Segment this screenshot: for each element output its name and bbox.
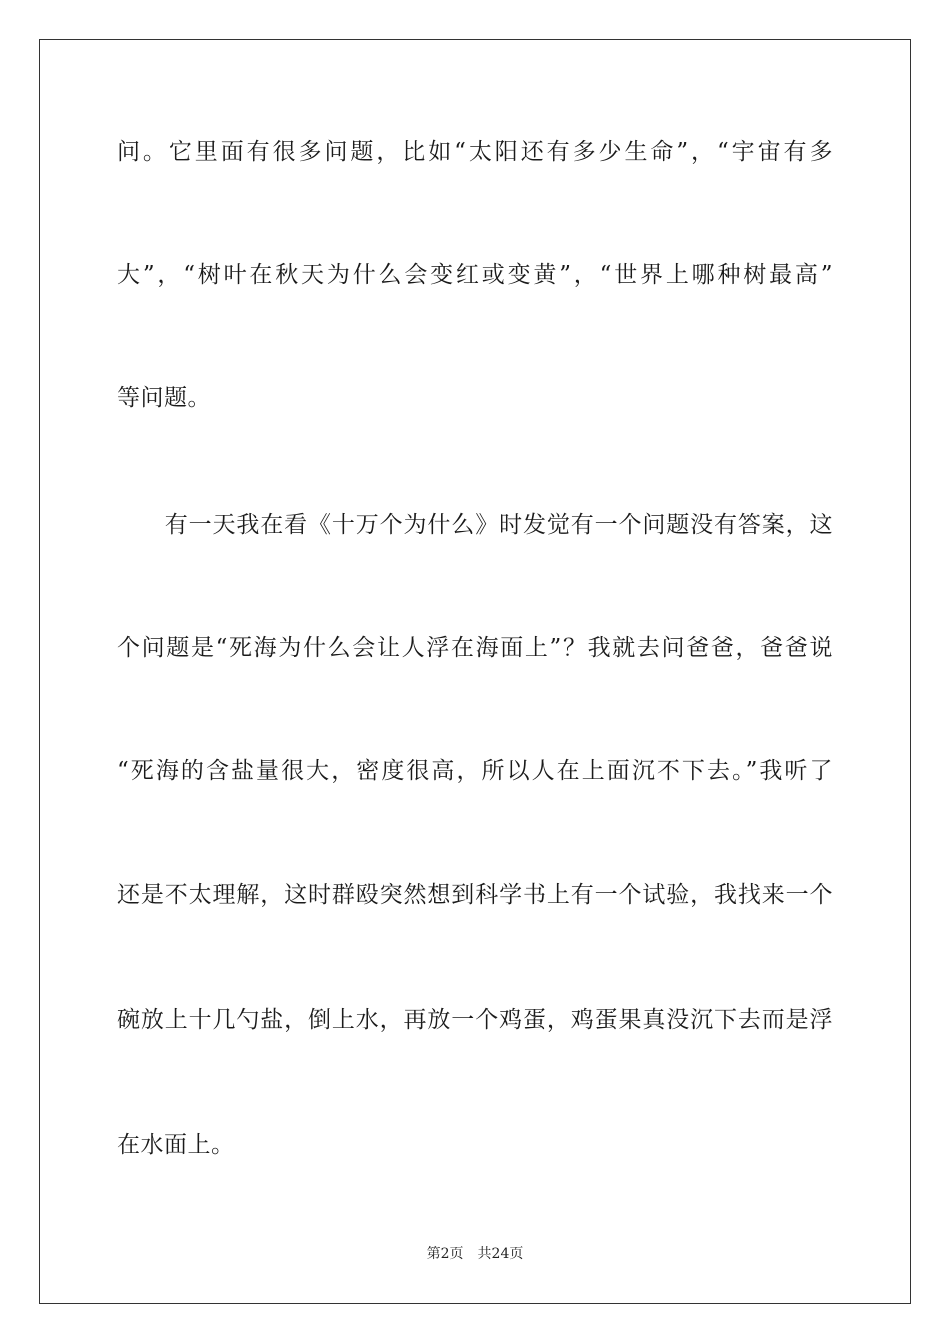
paragraph-line-7: 还是不太理解，这时群殴突然想到科学书上有一个试验，我找来一个 xyxy=(117,882,833,908)
paragraph-line-5: 个问题是“死海为什么会让人浮在海面上”？我就去问爸爸，爸爸说 xyxy=(117,635,833,661)
page-footer xyxy=(0,1244,950,1264)
paragraph-line-9: 在水面上。 xyxy=(117,1132,235,1158)
current-page-number: 第2页 xyxy=(426,1246,464,1262)
page-border xyxy=(39,39,911,1304)
paragraph-line-2: 大”，“树叶在秋天为什么会变红或变黄”，“世界上哪种树最高” xyxy=(117,262,833,288)
total-pages: 共24页 xyxy=(477,1246,524,1262)
paragraph-line-8: 碗放上十几勺盐，倒上水，再放一个鸡蛋，鸡蛋果真没沉下去而是浮 xyxy=(117,1007,833,1033)
paragraph-line-4: 有一天我在看《十万个为什么》时发觉有一个问题没有答案，这 xyxy=(117,512,833,538)
paragraph-line-3: 等问题。 xyxy=(117,385,211,411)
paragraph-line-1: 问。它里面有很多问题，比如“太阳还有多少生命”，“宇宙有多 xyxy=(117,139,833,165)
paragraph-line-6: “死海的含盐量很大，密度很高，所以人在上面沉不下去。”我听了 xyxy=(117,758,833,784)
